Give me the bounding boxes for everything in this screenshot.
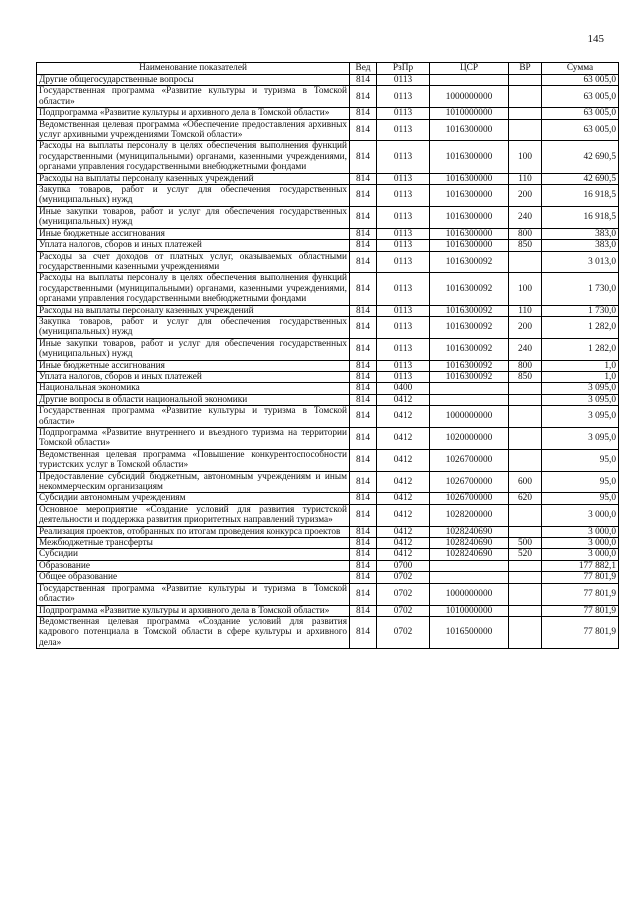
cell-sum: 95,0 bbox=[542, 449, 619, 471]
cell-ved: 814 bbox=[350, 206, 377, 228]
cell-rzpr: 0702 bbox=[377, 572, 430, 583]
cell-name: Уплата налогов, сборов и иных платежей bbox=[37, 240, 350, 251]
budget-table bbox=[36, 62, 619, 649]
table-row bbox=[37, 549, 619, 560]
cell-vr bbox=[509, 605, 542, 616]
cell-csr: 1016300000 bbox=[430, 141, 509, 173]
header-csr: ЦСР bbox=[430, 63, 509, 75]
table-row bbox=[37, 394, 619, 405]
cell-ved: 814 bbox=[350, 360, 377, 371]
cell-sum: 77 801,9 bbox=[542, 605, 619, 616]
table-row bbox=[37, 338, 619, 360]
cell-rzpr: 0702 bbox=[377, 605, 430, 616]
cell-csr: 1016300000 bbox=[430, 173, 509, 184]
cell-name: Иные бюджетные ассигнования bbox=[37, 360, 350, 371]
cell-sum: 95,0 bbox=[542, 471, 619, 493]
cell-name: Подпрограмма «Развитие внутреннего и въездного туризма на территории Томской области» bbox=[37, 428, 350, 450]
cell-ved: 814 bbox=[350, 108, 377, 119]
cell-rzpr: 0113 bbox=[377, 206, 430, 228]
cell-vr: 520 bbox=[509, 549, 542, 560]
cell-vr bbox=[509, 383, 542, 394]
cell-vr: 600 bbox=[509, 471, 542, 493]
header-vr: ВР bbox=[509, 63, 542, 75]
cell-csr: 1010000000 bbox=[430, 108, 509, 119]
cell-name: Иные закупки товаров, работ и услуг для обеспечения государственных (муниципальных) нужд bbox=[37, 206, 350, 228]
cell-rzpr: 0113 bbox=[377, 75, 430, 86]
cell-rzpr: 0113 bbox=[377, 119, 430, 141]
table-row bbox=[37, 406, 619, 428]
table-header-row bbox=[37, 63, 619, 75]
cell-ved: 814 bbox=[350, 572, 377, 583]
table-row bbox=[37, 572, 619, 583]
cell-name: Предоставление субсидий бюджетным, автономным учреждениям и иным некоммерческим организациям bbox=[37, 471, 350, 493]
cell-sum: 3 013,0 bbox=[542, 251, 619, 273]
cell-name: Расходы за счет доходов от платных услуг, оказываемых областными государственными казенными учреждениями bbox=[37, 251, 350, 273]
cell-csr: 1016300000 bbox=[430, 228, 509, 239]
cell-csr: 1016300000 bbox=[430, 119, 509, 141]
table-row bbox=[37, 108, 619, 119]
cell-name: Другие общегосударственные вопросы bbox=[37, 75, 350, 86]
cell-ved: 814 bbox=[350, 406, 377, 428]
cell-vr: 850 bbox=[509, 371, 542, 382]
cell-csr: 1000000000 bbox=[430, 583, 509, 605]
table-row bbox=[37, 504, 619, 526]
cell-csr bbox=[430, 394, 509, 405]
header-sum: Сумма bbox=[542, 63, 619, 75]
cell-csr: 1028200000 bbox=[430, 504, 509, 526]
cell-sum: 177 882,1 bbox=[542, 560, 619, 571]
cell-name: Иные бюджетные ассигнования bbox=[37, 228, 350, 239]
cell-name: Уплата налогов, сборов и иных платежей bbox=[37, 371, 350, 382]
cell-sum: 3 095,0 bbox=[542, 383, 619, 394]
cell-sum: 1 730,0 bbox=[542, 305, 619, 316]
cell-name: Расходы на выплаты персоналу в целях обеспечения выполнения функций государственными (муниципальными) органами, казенными учреждениями, органами управления государственными внебюджетными фондами bbox=[37, 273, 350, 305]
table-row bbox=[37, 251, 619, 273]
cell-sum: 77 801,9 bbox=[542, 616, 619, 648]
cell-vr bbox=[509, 583, 542, 605]
cell-vr: 100 bbox=[509, 273, 542, 305]
cell-name: Закупка товаров, работ и услуг для обеспечения государственных (муниципальных) нужд bbox=[37, 316, 350, 338]
cell-vr bbox=[509, 560, 542, 571]
table-row bbox=[37, 86, 619, 108]
cell-rzpr: 0412 bbox=[377, 471, 430, 493]
cell-csr: 1016300092 bbox=[430, 316, 509, 338]
cell-sum: 1 282,0 bbox=[542, 338, 619, 360]
table-row bbox=[37, 616, 619, 648]
cell-ved: 814 bbox=[350, 383, 377, 394]
cell-rzpr: 0412 bbox=[377, 526, 430, 537]
cell-ved: 814 bbox=[350, 449, 377, 471]
cell-csr: 1026700000 bbox=[430, 493, 509, 504]
header-name: Наименование показателей bbox=[37, 63, 350, 75]
cell-sum: 3 095,0 bbox=[542, 406, 619, 428]
cell-ved: 814 bbox=[350, 185, 377, 207]
cell-ved: 814 bbox=[350, 273, 377, 305]
cell-sum: 383,0 bbox=[542, 240, 619, 251]
cell-vr bbox=[509, 428, 542, 450]
cell-rzpr: 0113 bbox=[377, 185, 430, 207]
cell-sum: 3 000,0 bbox=[542, 538, 619, 549]
cell-name: Иные закупки товаров, работ и услуг для обеспечения государственных (муниципальных) нужд bbox=[37, 338, 350, 360]
cell-vr: 200 bbox=[509, 316, 542, 338]
cell-csr: 1016500000 bbox=[430, 616, 509, 648]
cell-ved: 814 bbox=[350, 560, 377, 571]
cell-sum: 63 005,0 bbox=[542, 75, 619, 86]
cell-sum: 77 801,9 bbox=[542, 583, 619, 605]
cell-csr: 1028240690 bbox=[430, 526, 509, 537]
cell-csr: 1028240690 bbox=[430, 549, 509, 560]
header-rzpr: РзПр bbox=[377, 63, 430, 75]
cell-sum: 42 690,5 bbox=[542, 173, 619, 184]
table-row bbox=[37, 228, 619, 239]
cell-name: Закупка товаров, работ и услуг для обеспечения государственных (муниципальных) нужд bbox=[37, 185, 350, 207]
cell-vr: 800 bbox=[509, 228, 542, 239]
table-row bbox=[37, 360, 619, 371]
cell-name: Государственная программа «Развитие культуры и туризма в Томской области» bbox=[37, 86, 350, 108]
table-row bbox=[37, 240, 619, 251]
cell-vr bbox=[509, 251, 542, 273]
cell-csr: 1016300092 bbox=[430, 360, 509, 371]
cell-ved: 814 bbox=[350, 526, 377, 537]
cell-name: Другие вопросы в области национальной экономики bbox=[37, 394, 350, 405]
cell-ved: 814 bbox=[350, 305, 377, 316]
cell-name: Ведомственная целевая программа «Обеспечение предоставления архивных услуг архивными учреждениями Томской области» bbox=[37, 119, 350, 141]
cell-vr: 110 bbox=[509, 173, 542, 184]
cell-ved: 814 bbox=[350, 583, 377, 605]
cell-vr: 620 bbox=[509, 493, 542, 504]
cell-ved: 814 bbox=[350, 75, 377, 86]
table-row bbox=[37, 526, 619, 537]
cell-sum: 3 000,0 bbox=[542, 526, 619, 537]
cell-ved: 814 bbox=[350, 316, 377, 338]
cell-sum: 63 005,0 bbox=[542, 108, 619, 119]
cell-vr: 200 bbox=[509, 185, 542, 207]
cell-rzpr: 0113 bbox=[377, 251, 430, 273]
cell-ved: 814 bbox=[350, 371, 377, 382]
table-row bbox=[37, 538, 619, 549]
cell-ved: 814 bbox=[350, 86, 377, 108]
cell-vr bbox=[509, 394, 542, 405]
table-row bbox=[37, 605, 619, 616]
cell-ved: 814 bbox=[350, 538, 377, 549]
cell-rzpr: 0113 bbox=[377, 360, 430, 371]
cell-rzpr: 0412 bbox=[377, 449, 430, 471]
table-row bbox=[37, 428, 619, 450]
cell-ved: 814 bbox=[350, 251, 377, 273]
cell-name: Общее образование bbox=[37, 572, 350, 583]
table-row bbox=[37, 141, 619, 173]
cell-rzpr: 0113 bbox=[377, 86, 430, 108]
table-row bbox=[37, 173, 619, 184]
cell-ved: 814 bbox=[350, 616, 377, 648]
table-row bbox=[37, 75, 619, 86]
cell-ved: 814 bbox=[350, 394, 377, 405]
cell-ved: 814 bbox=[350, 240, 377, 251]
cell-name: Образование bbox=[37, 560, 350, 571]
cell-sum: 1 282,0 bbox=[542, 316, 619, 338]
cell-csr: 1010000000 bbox=[430, 605, 509, 616]
cell-ved: 814 bbox=[350, 338, 377, 360]
table-row bbox=[37, 273, 619, 305]
cell-rzpr: 0113 bbox=[377, 141, 430, 173]
cell-vr: 110 bbox=[509, 305, 542, 316]
cell-csr: 1000000000 bbox=[430, 406, 509, 428]
cell-vr bbox=[509, 86, 542, 108]
cell-rzpr: 0113 bbox=[377, 173, 430, 184]
cell-name: Государственная программа «Развитие культуры и туризма в Томской области» bbox=[37, 406, 350, 428]
table-row bbox=[37, 493, 619, 504]
cell-ved: 814 bbox=[350, 119, 377, 141]
cell-name: Национальная экономика bbox=[37, 383, 350, 394]
cell-vr: 100 bbox=[509, 141, 542, 173]
cell-sum: 95,0 bbox=[542, 493, 619, 504]
page-number: 145 bbox=[587, 33, 604, 45]
cell-rzpr: 0412 bbox=[377, 394, 430, 405]
cell-name: Ведомственная целевая программа «Создание условий для развития кадрового потенциала в Томской области в сфере культуры и архивного дела» bbox=[37, 616, 350, 648]
cell-rzpr: 0702 bbox=[377, 583, 430, 605]
cell-ved: 814 bbox=[350, 141, 377, 173]
table-row bbox=[37, 206, 619, 228]
cell-csr: 1016300092 bbox=[430, 251, 509, 273]
cell-csr: 1016300092 bbox=[430, 371, 509, 382]
cell-csr: 1026700000 bbox=[430, 471, 509, 493]
cell-csr: 1016300092 bbox=[430, 338, 509, 360]
cell-sum: 16 918,5 bbox=[542, 206, 619, 228]
cell-vr bbox=[509, 119, 542, 141]
cell-csr: 1016300000 bbox=[430, 185, 509, 207]
cell-sum: 1 730,0 bbox=[542, 273, 619, 305]
table-row bbox=[37, 449, 619, 471]
cell-csr: 1016300000 bbox=[430, 240, 509, 251]
cell-name: Расходы на выплаты персоналу казенных учреждений bbox=[37, 173, 350, 184]
cell-vr: 240 bbox=[509, 206, 542, 228]
cell-vr: 240 bbox=[509, 338, 542, 360]
cell-rzpr: 0113 bbox=[377, 273, 430, 305]
cell-rzpr: 0700 bbox=[377, 560, 430, 571]
cell-ved: 814 bbox=[350, 605, 377, 616]
header-ved: Вед bbox=[350, 63, 377, 75]
cell-name: Государственная программа «Развитие культуры и туризма в Томской области» bbox=[37, 583, 350, 605]
cell-csr: 1028240690 bbox=[430, 538, 509, 549]
cell-ved: 814 bbox=[350, 428, 377, 450]
table-row bbox=[37, 560, 619, 571]
cell-ved: 814 bbox=[350, 549, 377, 560]
cell-rzpr: 0113 bbox=[377, 338, 430, 360]
cell-rzpr: 0113 bbox=[377, 316, 430, 338]
cell-rzpr: 0412 bbox=[377, 504, 430, 526]
cell-ved: 814 bbox=[350, 493, 377, 504]
cell-vr bbox=[509, 108, 542, 119]
cell-csr: 1016300000 bbox=[430, 206, 509, 228]
cell-rzpr: 0113 bbox=[377, 371, 430, 382]
cell-name: Расходы на выплаты персоналу в целях обеспечения выполнения функций государственными (муниципальными) органами, казенными учреждениями, органами управления государственными внебюджетными фондами bbox=[37, 141, 350, 173]
cell-name: Подпрограмма «Развитие культуры и архивного дела в Томской области» bbox=[37, 108, 350, 119]
cell-sum: 1,0 bbox=[542, 360, 619, 371]
cell-rzpr: 0412 bbox=[377, 538, 430, 549]
cell-sum: 42 690,5 bbox=[542, 141, 619, 173]
cell-vr bbox=[509, 449, 542, 471]
cell-rzpr: 0412 bbox=[377, 549, 430, 560]
cell-sum: 77 801,9 bbox=[542, 572, 619, 583]
table-row bbox=[37, 119, 619, 141]
cell-vr: 850 bbox=[509, 240, 542, 251]
table-row bbox=[37, 583, 619, 605]
cell-sum: 63 005,0 bbox=[542, 119, 619, 141]
cell-ved: 814 bbox=[350, 504, 377, 526]
cell-sum: 383,0 bbox=[542, 228, 619, 239]
cell-csr: 1016300092 bbox=[430, 273, 509, 305]
table-row bbox=[37, 371, 619, 382]
table-row bbox=[37, 305, 619, 316]
table-row bbox=[37, 316, 619, 338]
cell-vr: 500 bbox=[509, 538, 542, 549]
cell-vr bbox=[509, 572, 542, 583]
cell-rzpr: 0113 bbox=[377, 240, 430, 251]
cell-csr: 1026700000 bbox=[430, 449, 509, 471]
table-row bbox=[37, 383, 619, 394]
cell-csr bbox=[430, 383, 509, 394]
cell-vr: 800 bbox=[509, 360, 542, 371]
cell-sum: 3 095,0 bbox=[542, 428, 619, 450]
cell-rzpr: 0412 bbox=[377, 428, 430, 450]
cell-name: Межбюджетные трансферты bbox=[37, 538, 350, 549]
cell-sum: 16 918,5 bbox=[542, 185, 619, 207]
cell-rzpr: 0412 bbox=[377, 493, 430, 504]
cell-sum: 3 000,0 bbox=[542, 549, 619, 560]
cell-csr: 1016300092 bbox=[430, 305, 509, 316]
cell-name: Субсидии автономным учреждениям bbox=[37, 493, 350, 504]
cell-csr: 1020000000 bbox=[430, 428, 509, 450]
cell-rzpr: 0400 bbox=[377, 383, 430, 394]
cell-vr bbox=[509, 406, 542, 428]
cell-name: Основное мероприятие «Создание условий для развития туристской деятельности и поддержка развития приоритетных направлений туризма» bbox=[37, 504, 350, 526]
cell-name: Реализация проектов, отобранных по итогам проведения конкурса проектов bbox=[37, 526, 350, 537]
cell-csr bbox=[430, 572, 509, 583]
cell-csr bbox=[430, 75, 509, 86]
cell-name: Подпрограмма «Развитие культуры и архивного дела в Томской области» bbox=[37, 605, 350, 616]
cell-ved: 814 bbox=[350, 228, 377, 239]
cell-name: Субсидии bbox=[37, 549, 350, 560]
cell-sum: 3 095,0 bbox=[542, 394, 619, 405]
cell-csr: 1000000000 bbox=[430, 86, 509, 108]
table-row bbox=[37, 471, 619, 493]
cell-vr bbox=[509, 526, 542, 537]
cell-sum: 63 005,0 bbox=[542, 86, 619, 108]
cell-csr bbox=[430, 560, 509, 571]
cell-rzpr: 0113 bbox=[377, 228, 430, 239]
cell-vr bbox=[509, 75, 542, 86]
cell-rzpr: 0702 bbox=[377, 616, 430, 648]
cell-sum: 3 000,0 bbox=[542, 504, 619, 526]
cell-vr bbox=[509, 616, 542, 648]
cell-rzpr: 0113 bbox=[377, 305, 430, 316]
cell-rzpr: 0113 bbox=[377, 108, 430, 119]
table-row bbox=[37, 185, 619, 207]
cell-sum: 1,0 bbox=[542, 371, 619, 382]
cell-name: Ведомственная целевая программа «Повышение конкурентоспособности туристских услуг в Томской области» bbox=[37, 449, 350, 471]
cell-ved: 814 bbox=[350, 471, 377, 493]
cell-ved: 814 bbox=[350, 173, 377, 184]
cell-name: Расходы на выплаты персоналу казенных учреждений bbox=[37, 305, 350, 316]
cell-vr bbox=[509, 504, 542, 526]
cell-rzpr: 0412 bbox=[377, 406, 430, 428]
